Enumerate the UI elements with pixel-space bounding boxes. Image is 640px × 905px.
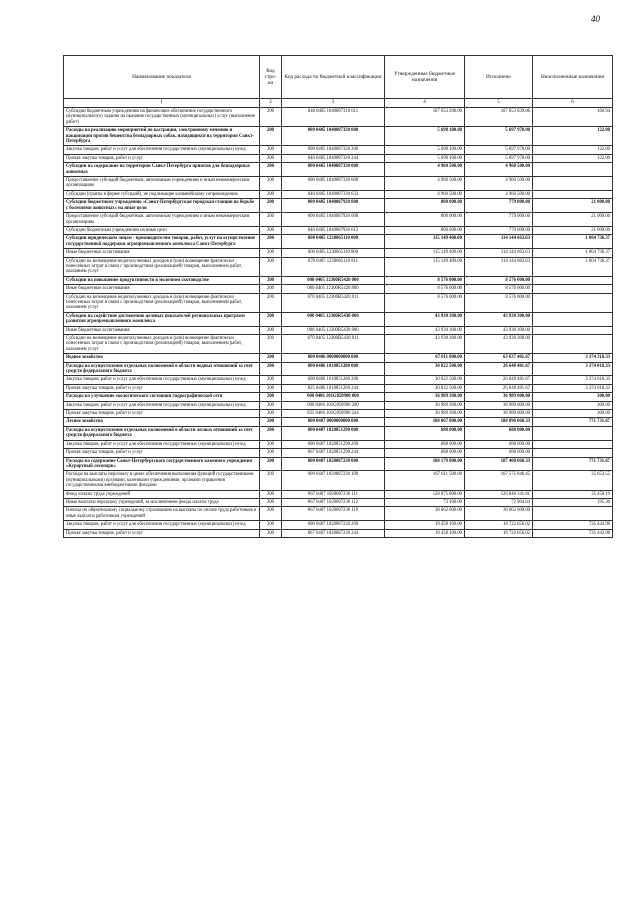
row-line-code: 200 — [260, 257, 282, 276]
row-line-code: 200 — [260, 471, 282, 490]
row-approved: 688 000.00 — [385, 426, 465, 440]
row-not-executed: 122.00 — [533, 127, 613, 146]
row-line-code: 200 — [260, 235, 282, 249]
row-budget-code: 000 0407 1020087230 000 — [282, 457, 385, 471]
row-not-executed: 1 004 736.37 — [533, 257, 613, 276]
row-name: Расходы на содержание Санкт-Петербургского государственного казенного учреждения «Курортный лесопарк» — [64, 457, 260, 471]
row-line-code: 200 — [260, 393, 282, 401]
table-row — [64, 449, 613, 457]
row-approved: 688 000.00 — [385, 440, 465, 448]
row-name: Расходы на выплаты персоналу в целях обеспечения выполнения функций государственными (муниципальными) органами, казенными учреждениями, органами управления государственными внебюджетными фондами — [64, 471, 260, 490]
row-budget-code: 000 0406 101G850900 200 — [282, 401, 385, 409]
row-not-executed — [533, 426, 613, 440]
header-line-code: Код стро-ки — [260, 56, 282, 99]
table-row — [64, 285, 613, 293]
table-row — [64, 498, 613, 506]
row-approved: 30 022 500.00 — [385, 362, 465, 376]
row-approved: 107 653 200.00 — [385, 108, 465, 127]
table-row — [64, 471, 613, 490]
row-budget-code: 840 0405 1040087320 244 — [282, 154, 385, 162]
table-row — [64, 426, 613, 440]
table-row — [64, 312, 613, 326]
row-line-code: 200 — [260, 177, 282, 191]
row-executed: 43 930 300.00 — [465, 335, 533, 354]
column-number: 6 — [533, 99, 613, 108]
table-row — [64, 418, 613, 426]
row-name: Субсидии на повышение продуктивности в молочном скотоводстве — [64, 276, 260, 284]
row-budget-code: 000 0405 12300R5420 000 — [282, 276, 385, 284]
row-not-executed — [533, 507, 613, 521]
row-line-code: 200 — [260, 440, 282, 448]
row-executed: 779 000.00 — [465, 213, 533, 227]
row-line-code: 200 — [260, 213, 282, 227]
row-name: Расходы на осуществление отдельных полномочий в области водных отношений за счет средств федерального бюджета — [64, 362, 260, 376]
row-line-code: 200 — [260, 362, 282, 376]
row-not-executed: 35 653.55 — [533, 471, 613, 490]
table-row — [64, 249, 613, 257]
row-not-executed: 195.36 — [533, 498, 613, 506]
row-approved: 8 576 000.00 — [385, 276, 465, 284]
row-line-code: 200 — [260, 449, 282, 457]
row-executed: 5 697 978.00 — [465, 127, 533, 146]
row-not-executed: 3 374 018.33 — [533, 362, 613, 376]
row-approved: 800 000.00 — [385, 213, 465, 227]
row-not-executed: 300.00 — [533, 401, 613, 409]
row-approved: 30 022 500.00 — [385, 384, 465, 392]
row-approved: 188 867 800.00 — [385, 418, 465, 426]
table-row — [64, 276, 613, 284]
table-row — [64, 213, 613, 227]
column-number: 5 — [465, 99, 533, 108]
row-not-executed: 35 458.19 — [533, 490, 613, 498]
row-executed: 4 960 500.00 — [465, 163, 533, 177]
row-name: Фонд оплаты труда учреждений — [64, 490, 260, 498]
row-budget-code: 000 0406 1010051280 200 — [282, 376, 385, 384]
row-approved: 115 149 400.00 — [385, 249, 465, 257]
row-not-executed: 3 374 018.33 — [533, 376, 613, 384]
row-budget-code: 870 0405 12300R5430 811 — [282, 335, 385, 354]
row-budget-code: 840 0405 1040087330 633 — [282, 190, 385, 198]
row-executed: 107 653 039.06 — [465, 108, 533, 127]
row-not-executed: 1 004 736.37 — [533, 249, 613, 257]
row-line-code: 200 — [260, 249, 282, 257]
row-name: Субсидии на возмещение недополученных доходов и (или) возмещение фактически понесенных затрат в связи с производством (реализацией) товаров, выполнением работ, оказанием услуг — [64, 335, 260, 354]
table-row — [64, 257, 613, 276]
row-name: Расходы на улучшение экологического состояния гидрографической сети — [64, 393, 260, 401]
row-budget-code: 000 0406 1010051280 000 — [282, 362, 385, 376]
row-approved: 167 611 500.00 — [385, 471, 465, 490]
row-name: Субсидии бюджетным учреждениям на финансовое обеспечение государственного (муниципального) задания на оказание государственных (муниципальных) услуг (выполнение работ) — [64, 108, 260, 127]
row-approved: 5 698 100.00 — [385, 154, 465, 162]
row-not-executed — [533, 177, 613, 191]
row-budget-code: 000 0405 1040087330 000 — [282, 163, 385, 177]
row-not-executed — [533, 285, 613, 293]
row-executed: 114 144 663.63 — [465, 235, 533, 249]
row-not-executed — [533, 312, 613, 326]
row-name: Субсидии на содействие достижению целевых показателей региональных программ развития агропромышленного комплекса — [64, 312, 260, 326]
row-budget-code: 000 0407 1020087230 200 — [282, 521, 385, 529]
row-not-executed: 21 000.00 — [533, 226, 613, 234]
header-approved: Утвержденные бюджетные назначения — [385, 56, 465, 99]
row-budget-code: 867 0407 1020087230 111 — [282, 490, 385, 498]
row-line-code: 200 — [260, 507, 282, 521]
row-not-executed — [533, 190, 613, 198]
row-not-executed: 21 000.00 — [533, 199, 613, 213]
row-name: Иные бюджетные ассигнования — [64, 326, 260, 334]
row-not-executed — [533, 163, 613, 177]
row-not-executed: 771 731.67 — [533, 418, 613, 426]
row-budget-code: 870 0405 1230065110 811 — [282, 257, 385, 276]
row-executed: 26 648 481.67 — [465, 384, 533, 392]
row-budget-code: 867 0407 1020087230 119 — [282, 507, 385, 521]
row-name: Иные бюджетные ассигнования — [64, 285, 260, 293]
table-row — [64, 354, 613, 362]
table-row — [64, 235, 613, 249]
row-line-code: 200 — [260, 226, 282, 234]
column-number-row — [64, 99, 613, 108]
row-budget-code: 000 0405 1230065110 000 — [282, 235, 385, 249]
row-name: Прочая закупка товаров, работ и услуг — [64, 449, 260, 457]
row-executed: 36 989 000.00 — [465, 410, 533, 418]
row-approved: 36 989 300.00 — [385, 393, 465, 401]
row-line-code: 200 — [260, 410, 282, 418]
row-name: Иные бюджетные ассигнования — [64, 249, 260, 257]
row-budget-code: 000 0406 101G850900 000 — [282, 393, 385, 401]
row-approved: 43 930 300.00 — [385, 335, 465, 354]
row-budget-code: 840 0405 1040087920 612 — [282, 226, 385, 234]
table-body — [64, 108, 613, 538]
row-budget-code: 000 0405 1040087320 200 — [282, 146, 385, 154]
row-approved: 128 875 800.00 — [385, 490, 465, 498]
row-not-executed — [533, 449, 613, 457]
row-name: Субсидии на возмещение недополученных доходов и (или) возмещение фактически понесенных затрат в связи с производством (реализацией) товаров, выполнением работ, оказанием услуг — [64, 293, 260, 312]
row-approved: 4 960 500.00 — [385, 190, 465, 198]
row-line-code: 200 — [260, 154, 282, 162]
row-approved: 4 960 500.00 — [385, 177, 465, 191]
table-row — [64, 335, 613, 354]
budget-execution-table — [63, 55, 613, 538]
row-budget-code: 000 0407 1020051290 000 — [282, 426, 385, 440]
table-row — [64, 393, 613, 401]
table-row — [64, 199, 613, 213]
row-name: Водное хозяйство — [64, 354, 260, 362]
row-budget-code: 867 0407 1020051290 244 — [282, 449, 385, 457]
row-executed: 167 575 846.45 — [465, 471, 533, 490]
row-not-executed — [533, 440, 613, 448]
row-approved: 43 930 300.00 — [385, 326, 465, 334]
row-budget-code: 000 0405 1230065110 800 — [282, 249, 385, 257]
row-not-executed: 300.00 — [533, 410, 613, 418]
row-executed: 36 989 000.00 — [465, 393, 533, 401]
row-name: Закупка товаров, работ и услуг для обеспечения государственных (муниципальных) нужд — [64, 146, 260, 154]
row-line-code: 200 — [260, 285, 282, 293]
table-row — [64, 163, 613, 177]
row-executed: 779 000.00 — [465, 226, 533, 234]
row-executed: 63 637 481.67 — [465, 354, 533, 362]
table-row — [64, 154, 613, 162]
row-budget-code: 000 0405 12300R5420 800 — [282, 285, 385, 293]
row-budget-code: 870 0405 12300R5420 811 — [282, 293, 385, 312]
row-line-code: 200 — [260, 146, 282, 154]
row-line-code: 200 — [260, 457, 282, 471]
row-line-code: 200 — [260, 529, 282, 537]
row-approved: 800 000.00 — [385, 199, 465, 213]
row-name: Прочая закупка товаров, работ и услуг — [64, 384, 260, 392]
row-executed: 18 722 656.02 — [465, 529, 533, 537]
row-line-code: 200 — [260, 384, 282, 392]
row-executed: 43 930 300.00 — [465, 326, 533, 334]
table-header-row — [64, 56, 613, 99]
row-name: Субсидии на содержание на территории Санкт-Петербурга приютов для безнадзорных животных — [64, 163, 260, 177]
row-not-executed: 300.00 — [533, 393, 613, 401]
row-budget-code: 000 0407 1020051290 200 — [282, 440, 385, 448]
row-name: Расходы на осуществление отдельных полномочий в области лесных отношений за счет средств федерального бюджета — [64, 426, 260, 440]
row-approved: 30 022 500.00 — [385, 376, 465, 384]
row-name: Прочая закупка товаров, работ и услуг — [64, 529, 260, 537]
row-line-code: 200 — [260, 354, 282, 362]
column-number: 1 — [64, 99, 260, 108]
row-name: Лесное хозяйство — [64, 418, 260, 426]
row-executed: 8 576 000.00 — [465, 285, 533, 293]
row-approved: 688 000.00 — [385, 449, 465, 457]
row-line-code: 200 — [260, 127, 282, 146]
row-budget-code: 000 0407 0000000000 000 — [282, 418, 385, 426]
row-budget-code: 000 0405 1040087320 000 — [282, 127, 385, 146]
table-row — [64, 457, 613, 471]
row-executed: 5 697 978.00 — [465, 146, 533, 154]
row-executed: 688 000.00 — [465, 426, 533, 440]
row-approved: 19 458 100.00 — [385, 529, 465, 537]
row-executed: 38 662 600.00 — [465, 507, 533, 521]
row-not-executed: 735 443.98 — [533, 521, 613, 529]
row-name: Субсидии юридическим лицам - производителям товаров, работ, услуг на осуществление государственной поддержки агропромышленного комплекса Санкт-Петербурга — [64, 235, 260, 249]
page-number: 40 — [591, 14, 600, 24]
row-approved: 38 662 600.00 — [385, 507, 465, 521]
row-executed: 5 697 978.00 — [465, 154, 533, 162]
row-name: Предоставление субсидий бюджетным, автономным учреждениям и иным некоммерческим организациям — [64, 177, 260, 191]
row-not-executed: 122.00 — [533, 146, 613, 154]
row-executed: 187 408 068.33 — [465, 457, 533, 471]
row-name: Субсидии бюджетным учреждениям на иные цели — [64, 226, 260, 234]
table-row — [64, 401, 613, 409]
row-not-executed: 3 374 018.33 — [533, 384, 613, 392]
table-row — [64, 226, 613, 234]
row-line-code: 200 — [260, 426, 282, 440]
row-approved: 4 960 500.00 — [385, 163, 465, 177]
table-row — [64, 440, 613, 448]
row-approved: 73 100.00 — [385, 498, 465, 506]
row-approved: 5 698 100.00 — [385, 146, 465, 154]
table-row — [64, 326, 613, 334]
header-name: Наименование показателя — [64, 56, 260, 99]
row-name: Закупка товаров, работ и услуг для обеспечения государственных (муниципальных) нужд — [64, 440, 260, 448]
row-approved: 43 930 300.00 — [385, 312, 465, 326]
row-executed: 26 648 481.67 — [465, 362, 533, 376]
row-name: Субсидии на возмещение недополученных доходов и (или) возмещение фактически понесенных затрат в связи с производством (реализацией) товаров, выполнением работ, оказанием услуг — [64, 257, 260, 276]
row-executed: 4 960 500.00 — [465, 177, 533, 191]
row-name: Прочая закупка товаров, работ и услуг — [64, 154, 260, 162]
table-row — [64, 190, 613, 198]
row-approved: 19 458 100.00 — [385, 521, 465, 529]
row-name: Закупка товаров, работ и услуг для обеспечения государственных (муниципальных) нужд — [64, 376, 260, 384]
row-approved: 115 149 400.00 — [385, 235, 465, 249]
row-budget-code: 825 0406 101G850900 244 — [282, 410, 385, 418]
row-budget-code: 867 0407 1020087230 112 — [282, 498, 385, 506]
row-not-executed: 21 000.00 — [533, 213, 613, 227]
row-executed: 8 576 000.00 — [465, 276, 533, 284]
table-row — [64, 177, 613, 191]
row-budget-code: 000 0405 12300R5430 000 — [282, 312, 385, 326]
row-line-code: 200 — [260, 276, 282, 284]
row-line-code: 200 — [260, 376, 282, 384]
row-line-code: 200 — [260, 293, 282, 312]
row-executed: 114 144 663.63 — [465, 249, 533, 257]
table-row — [64, 293, 613, 312]
row-executed: 128 840 341.81 — [465, 490, 533, 498]
row-approved: 36 989 300.00 — [385, 401, 465, 409]
row-approved: 8 576 000.00 — [385, 293, 465, 312]
row-budget-code: 000 0405 1040087920 600 — [282, 213, 385, 227]
table-row — [64, 529, 613, 537]
row-approved: 188 179 800.00 — [385, 457, 465, 471]
row-executed: 18 722 656.02 — [465, 521, 533, 529]
row-executed: 688 000.00 — [465, 449, 533, 457]
row-executed: 4 960 500.00 — [465, 190, 533, 198]
row-line-code: 200 — [260, 521, 282, 529]
row-executed: 26 648 481.67 — [465, 376, 533, 384]
row-budget-code: 000 0405 1040087920 000 — [282, 199, 385, 213]
row-name: Предоставление субсидий бюджетным, автономным учреждениям и иным некоммерческим организациям — [64, 213, 260, 227]
table-row — [64, 146, 613, 154]
row-approved: 36 989 300.00 — [385, 410, 465, 418]
table-row — [64, 521, 613, 529]
row-executed: 779 000.00 — [465, 199, 533, 213]
row-line-code: 200 — [260, 312, 282, 326]
table-row — [64, 108, 613, 127]
row-executed: 72 904.64 — [465, 498, 533, 506]
row-budget-code: 840 0405 1040087310 611 — [282, 108, 385, 127]
row-budget-code: 000 0406 0000000000 000 — [282, 354, 385, 362]
row-executed: 36 989 000.00 — [465, 401, 533, 409]
table-row — [64, 490, 613, 498]
row-approved: 800 000.00 — [385, 226, 465, 234]
row-budget-code: 867 0407 1020087230 244 — [282, 529, 385, 537]
header-budget-code: Код расхода по бюджетной классификации — [282, 56, 385, 99]
row-approved: 67 011 800.00 — [385, 354, 465, 362]
row-approved: 5 698 100.00 — [385, 127, 465, 146]
row-line-code: 200 — [260, 163, 282, 177]
row-name: Прочая закупка товаров, работ и услуг — [64, 410, 260, 418]
row-not-executed — [533, 293, 613, 312]
row-not-executed: 3 374 318.33 — [533, 354, 613, 362]
row-approved: 115 149 400.00 — [385, 257, 465, 276]
row-not-executed: 160.94 — [533, 108, 613, 127]
row-name: Расходы на реализацию мероприятий по кастрации, электронному мечению и вакцинации против бешенства безнадзорных собак, находящихся на территории Санкт-Петербурга — [64, 127, 260, 146]
table-row — [64, 362, 613, 376]
row-name: Взносы по обязательному социальному страхованию на выплаты по оплате труда работников и иные выплаты работникам учреждений — [64, 507, 260, 521]
row-name: Закупка товаров, работ и услуг для обеспечения государственных (муниципальных) нужд — [64, 401, 260, 409]
row-not-executed: 771 731.67 — [533, 457, 613, 471]
row-line-code: 200 — [260, 190, 282, 198]
table-row — [64, 410, 613, 418]
row-executed: 114 144 663.63 — [465, 257, 533, 276]
row-not-executed: 122.00 — [533, 154, 613, 162]
header-executed: Исполнено — [465, 56, 533, 99]
column-number: 4 — [385, 99, 465, 108]
row-executed: 43 930 300.00 — [465, 312, 533, 326]
column-number: 2 — [260, 99, 282, 108]
column-number: 3 — [282, 99, 385, 108]
row-executed: 8 576 000.00 — [465, 293, 533, 312]
row-not-executed: 1 004 736.37 — [533, 235, 613, 249]
row-line-code: 200 — [260, 498, 282, 506]
row-line-code: 200 — [260, 335, 282, 354]
table-row — [64, 376, 613, 384]
row-not-executed: 735 443.98 — [533, 529, 613, 537]
row-budget-code: 000 0405 12300R5430 800 — [282, 326, 385, 334]
row-line-code: 200 — [260, 108, 282, 127]
row-executed: 688 000.00 — [465, 440, 533, 448]
row-approved: 8 576 000.00 — [385, 285, 465, 293]
row-not-executed — [533, 335, 613, 354]
header-not-executed: Неисполненные назначения — [533, 56, 613, 99]
row-line-code: 200 — [260, 401, 282, 409]
table-row — [64, 127, 613, 146]
row-line-code: 200 — [260, 326, 282, 334]
row-name: Иные выплаты персоналу учреждений, за исключением фонда оплаты труда — [64, 498, 260, 506]
row-line-code: 200 — [260, 199, 282, 213]
row-line-code: 200 — [260, 490, 282, 498]
row-name: Субсидии (гранты в форме субсидий), не подлежащие казначейскому сопровождению — [64, 190, 260, 198]
row-executed: 188 096 068.33 — [465, 418, 533, 426]
table-row — [64, 507, 613, 521]
row-budget-code: 000 0405 1040087330 600 — [282, 177, 385, 191]
row-name: Субсидии бюджетному учреждению «Санкт-Петербургская городская станция по борьбе с болезнями животных» на иные цели — [64, 199, 260, 213]
row-not-executed — [533, 326, 613, 334]
table-row — [64, 384, 613, 392]
row-not-executed — [533, 276, 613, 284]
row-budget-code: 825 0406 1010051280 244 — [282, 384, 385, 392]
row-line-code: 200 — [260, 418, 282, 426]
row-budget-code: 000 0407 1020087230 100 — [282, 471, 385, 490]
row-name: Закупка товаров, работ и услуг для обеспечения государственных (муниципальных) нужд — [64, 521, 260, 529]
